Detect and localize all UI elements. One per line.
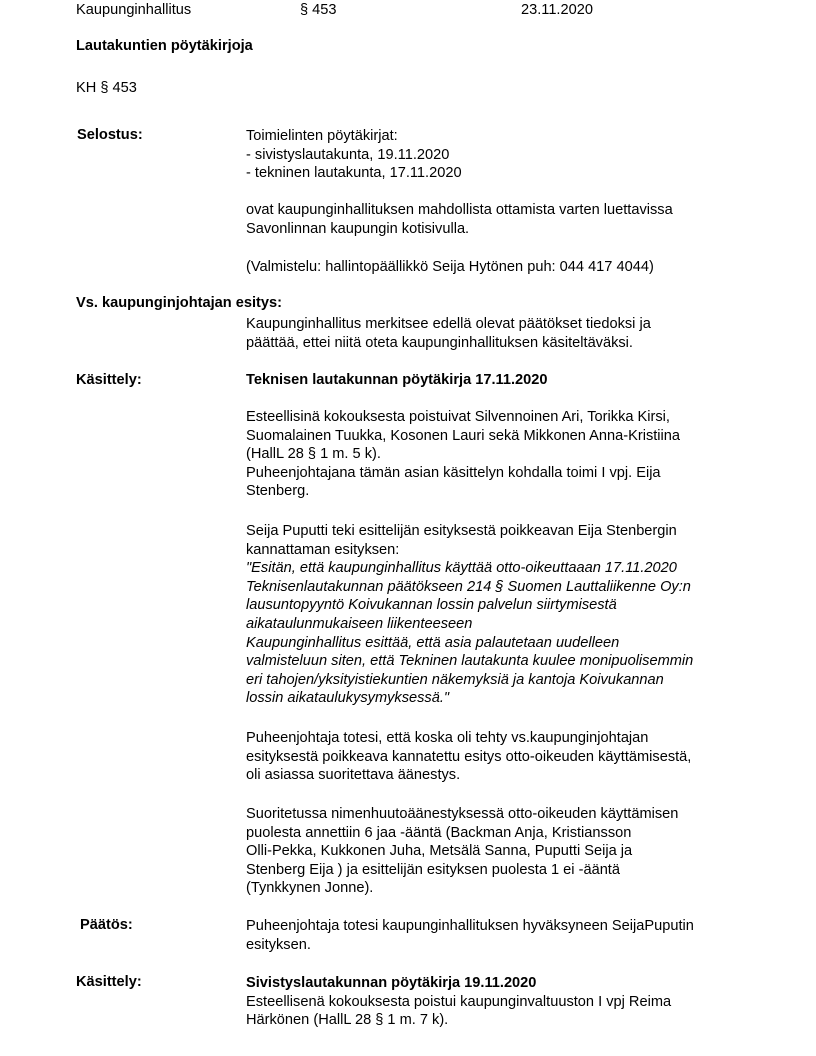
kasittely1-p1 [246,408,680,501]
paatos-label: Päätös: [80,917,133,933]
kasittely2-line: Härkönen (HallL 28 § 1 m. 7 k). [246,1012,449,1029]
selostus-prep [246,258,654,277]
kasittely1-p2 [246,522,693,708]
quote-line: eri tahojen/yksityistiekuntien näkemyksiä ja kantoja Koivukannan [246,671,664,688]
p3-line: oli asiassa suoritettava äänestys. [246,767,461,784]
selostus-line: - tekninen lautakunta, 17.11.2020 [246,165,462,182]
selostus-lines [246,127,462,183]
kasittely2-text [246,974,671,1030]
header-organ: Kaupunginhallitus [76,2,192,18]
selostus-para-line: ovat kaupunginhallituksen mahdollista ottamista varten luettavissa [246,202,673,218]
quote-line: lossin aikataulukysymyksessä." [246,690,450,707]
p1-line: (HallL 28 § 1 m. 5 k). [246,446,381,463]
selostus-line: Toimielinten pöytäkirjat: [246,128,398,144]
quote-line: lausuntopyyntö Koivukannan lossin palvelun siirtymisestä [246,597,617,614]
quote-line: "Esitän, että kaupunginhallitus käyttää otto-oikeuttaaan 17.11.2020 [246,560,677,577]
p4-line: puolesta annettiin 6 jaa -ääntä (Backman Anja, Kristiansson [246,824,632,841]
kasittely1-p4 [246,805,678,898]
quote-line: aikataulunmukaiseen liikenteeseen [246,615,473,632]
quote-line: valmisteluun siten, että Tekninen lautakunta kuulee monipuolisemmin [246,653,694,670]
header-section: § 453 [300,2,337,18]
p1-line: Suomalainen Tuukka, Kosonen Lauri sekä Mikkonen Anna-Kristiina [246,427,681,444]
esitys-line: Kaupunginhallitus merkitsee edellä olevat päätökset tiedoksi ja [246,316,651,332]
quote-line: Teknisenlautakunnan päätökseen 214 § Suomen Lauttaliikenne Oy:n [246,578,691,595]
document-ref: KH § 453 [76,80,137,96]
p4-line: (Tynkkynen Jonne). [246,880,374,897]
kasittely2-label: Käsittely: [76,974,142,990]
p4-line: Suoritetussa nimenhuutoäänestyksessä otto-oikeuden käyttämisen [246,806,679,822]
selostus-line: - sivistyslautakunta, 19.11.2020 [246,146,450,163]
p1-line: Puheenjohtajana tämän asian käsittelyn kohdalla toimi I vpj. Eija [246,464,661,481]
document-title: Lautakuntien pöytäkirjoja [76,38,253,54]
selostus-para-line: Savonlinnan kaupungin kotisivulla. [246,220,470,237]
kasittely1-heading: Teknisen lautakunnan pöytäkirja 17.11.2020 [246,372,548,388]
esitys-line: päättää, ettei niitä oteta kaupunginhallituksen käsiteltäväksi. [246,334,633,351]
p1-line: Stenberg. [246,483,310,500]
kasittely1-p3 [246,729,691,785]
header-date: 23.11.2020 [521,2,593,18]
kasittely2-line: Esteellisenä kokouksesta poistui kaupunginvaltuuston I vpj Reima [246,993,672,1010]
paatos-line: Puheenjohtaja totesi kaupunginhallituksen hyväksyneen SeijaPuputin [246,918,694,934]
p3-line: esityksestä poikkeava kannatettu esitys otto-oikeuden käyttämisestä, [246,748,692,765]
p2-line: Seija Puputti teki esittelijän esityksestä poikkeavan Eija Stenbergin [246,523,677,539]
p4-line: Stenberg Eija ) ja esittelijän esityksen puolesta 1 ei -ääntä [246,861,620,878]
selostus-paragraph [246,201,673,238]
kasittely1-label: Käsittely: [76,372,142,388]
p4-line: Olli-Pekka, Kukkonen Juha, Metsälä Sanna, Puputti Seija ja [246,843,633,860]
prep-note: (Valmistelu: hallintopäällikkö Seija Hytönen puh: 044 417 4044) [246,259,654,275]
esitys-label: Vs. kaupunginjohtajan esitys: [76,295,282,311]
paatos-line: esityksen. [246,936,311,953]
paatos-text [246,917,694,954]
p3-line: Puheenjohtaja totesi, että koska oli tehty vs.kaupunginjohtajan [246,730,649,746]
p1-line: Esteellisinä kokouksesta poistuivat Silvennoinen Ari, Torikka Kirsi, [246,409,670,425]
kasittely2-heading: Sivistyslautakunnan pöytäkirja 19.11.2020 [246,975,537,991]
p2-line: kannattaman esityksen: [246,541,400,558]
esitys-text [246,315,651,352]
quote-line: Kaupunginhallitus esittää, että asia palautetaan uudelleen [246,634,620,651]
selostus-label: Selostus: [77,127,143,143]
